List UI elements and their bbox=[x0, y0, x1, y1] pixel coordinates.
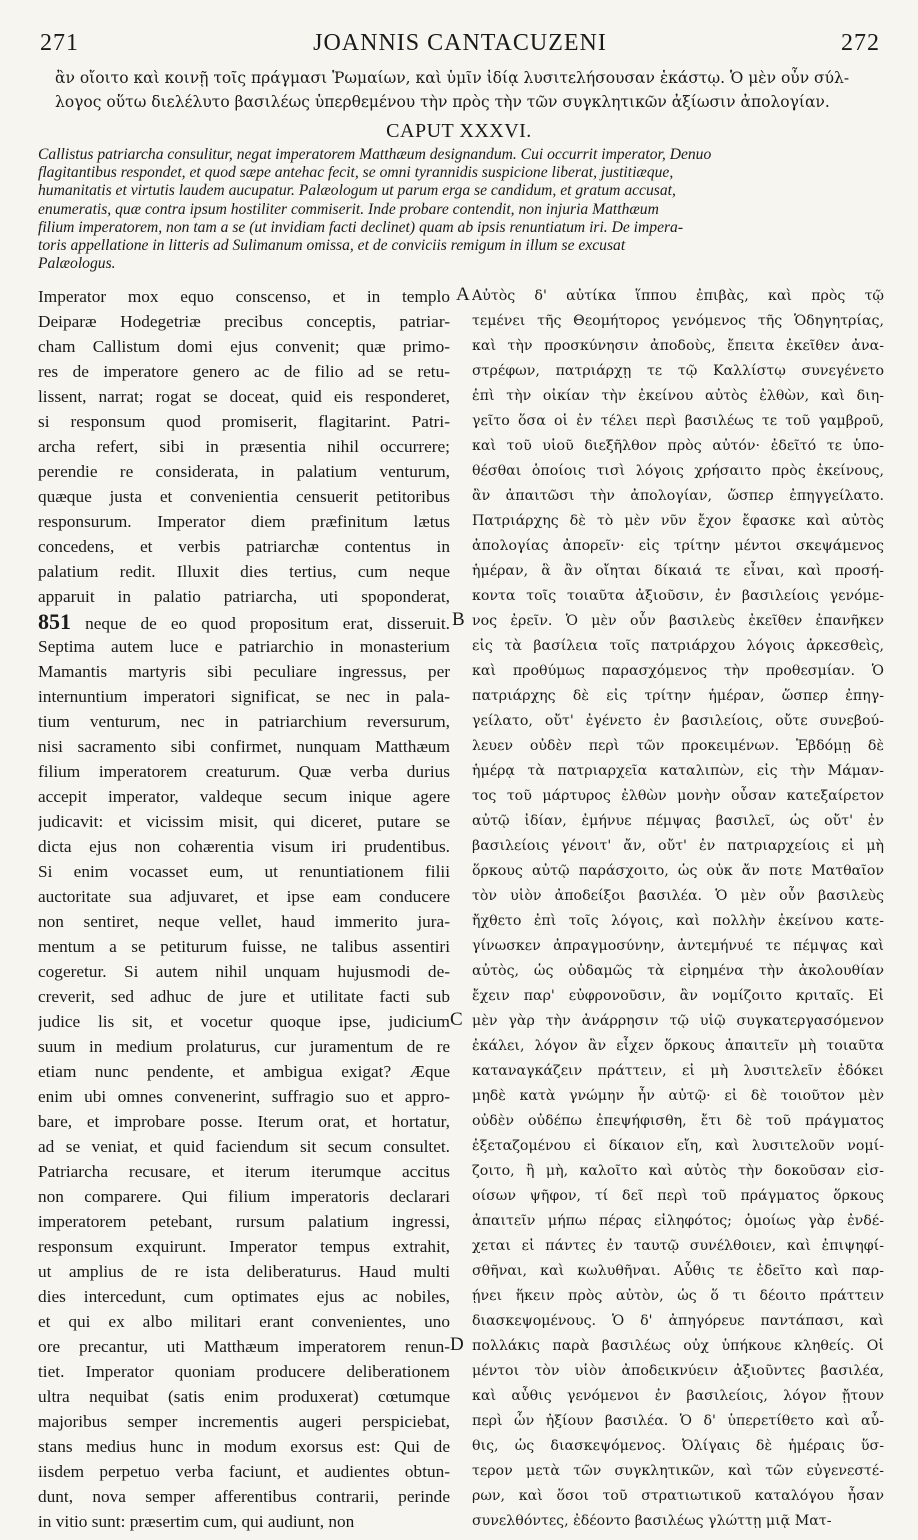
greek-line: ἀπαιτεῖν μήπω πέρας εἰληφότος; ὁμοίως γὰρ ἐνδέ- bbox=[472, 1213, 884, 1229]
latin-line: enim ubi omnes convenerint, suffragio suo et appro- bbox=[38, 1087, 450, 1106]
greek-line: εἰς τὰ βασίλεια τοῖς πατριάρχου λόγοις ἀρκεσθεὶς, bbox=[472, 638, 884, 654]
latin-line: nisi sacramento sibi confirmet, nunquam Matthæum bbox=[38, 737, 450, 756]
greek-line: ἐκάλει, λόγον ἂν εἶχεν ὅρκους ἀπαιτεῖν μὴ τοιαῦτα bbox=[472, 1038, 884, 1054]
latin-line: ad se veniat, et quid faciendum sit secum consultet. bbox=[38, 1137, 450, 1156]
greek-line: καὶ αὖθις γενόμενοι ἐν βασιλείοις, λόγον ᾔτουν bbox=[472, 1388, 884, 1404]
greek-line: ἤχθετο ἐπὶ τοῖς λόγοις, καὶ πολλὴν ἐκείνου κατε- bbox=[472, 913, 884, 929]
page-number-right: 272 bbox=[840, 30, 880, 56]
latin-line: si responsum quod promiserit, flagitarint. Patri- bbox=[38, 412, 450, 431]
latin-line: suum in medium prolaturus, cur juramentum de re bbox=[38, 1037, 450, 1056]
latin-line: res de imperatore genero ac de filio ad se retu- bbox=[38, 362, 450, 381]
greek-line: ἀπολογίας ἀπορεῖν· εἰς τρίτην μέντοι σκεψάμενος bbox=[472, 538, 884, 554]
greek-line: τος τοῦ μάρτυρος ἐλθὼν μονὴν οὖσαν κατεξαίρετον bbox=[472, 788, 884, 804]
summary-line: enumeratis, quæ contra ipsum hostiliter commiserit. Inde probare contendit, non injuria Matthæum bbox=[38, 200, 659, 218]
latin-line: mentum a se petiturum fuisse, ne talibus assentiri bbox=[38, 937, 450, 956]
latin-line: Patriarcha recusare, et iterum iterumque accitus bbox=[38, 1162, 450, 1181]
latin-line: non sentiret, neque vellet, haud immerito jura- bbox=[38, 912, 450, 931]
greek-line: γείλατο, οὔτ' ἐγένετο ἐν βασιλείοις, οὔτε συνεβού- bbox=[472, 713, 884, 729]
greek-line: καὶ προθύμως παρασχόμενος τὴν προθεσμίαν. Ὁ bbox=[472, 663, 884, 679]
summary-line: Palæologus. bbox=[38, 255, 116, 273]
latin-line: ultra nequibat (satis enim produxerat) cœtumque bbox=[38, 1387, 450, 1406]
latin-line: majoribus semper incrementis augeri perspiciebat, bbox=[38, 1412, 450, 1431]
chapter-heading: CAPUT XXXVI. bbox=[386, 120, 532, 142]
greek-line: πολλάκις παρὰ βασιλέως οὐχ ὑπήκουε κληθείς. Οἱ bbox=[472, 1338, 884, 1354]
latin-line: dies intercedunt, cum optimates ejus ac nobiles, bbox=[38, 1287, 450, 1306]
greek-line: στρέφων, πατριάρχῃ τε τῷ Καλλίστῳ συνεγένετο bbox=[472, 363, 884, 379]
latin-line: dicta ejus non cohærentia visum iri prudentibus. bbox=[38, 837, 450, 856]
intro-line: ἂν οἴοιτο καὶ κοινῇ τοῖς πράγμασι Ῥωμαίων, καὶ ὑμῖν ἰδίᾳ λυσιτελήσουσαν ἑκάστῳ. Ὁ μὲν οὖν σύλ- bbox=[55, 69, 850, 87]
latin-line: accepit imperator, valdeque secum inique agere bbox=[38, 787, 450, 806]
chapter-summary bbox=[38, 146, 878, 273]
greek-line: ἐπὶ τὴν οἰκίαν τὴν ἐκείνου αὐτὸς ἐλθὼν, καὶ διη- bbox=[472, 388, 884, 404]
greek-line: ἔχειν παρ' εὐφρονοῦσιν, ἂν νομίζοιτο κριταῖς. Εἰ bbox=[472, 988, 884, 1004]
greek-line: μέντοι τὸν υἱὸν ἀποδεικνύειν ἀξιοῦντες βασιλέα, bbox=[472, 1363, 884, 1379]
greek-line: καὶ τὴν προσκύνησιν ἀποδοὺς, ἔπειτα ἐκεῖθεν ἀνα- bbox=[472, 338, 884, 354]
latin-line: ore precantur, uti Matthæum imperatorem renun- bbox=[38, 1337, 450, 1356]
greek-line: γίνωσκεν ἀπραγμοσύνην, ἀντεμήνυέ τε πέμψας καὶ bbox=[472, 938, 884, 954]
margin-marker-c: C bbox=[450, 1009, 463, 1030]
greek-line: συνελθόντες, ἐδέοντο βασιλέως γλώττῃ μιᾷ Ματ- bbox=[472, 1513, 832, 1529]
greek-line: ἡμέραν, ἃ ἂν οἴηται δίκαιά τε εἶναι, καὶ προσή- bbox=[472, 563, 884, 579]
greek-line: περὶ ὧν ἠξίουν βασιλέα. Ὁ δ' ὑπερετίθετο καὶ αὖ- bbox=[472, 1413, 884, 1429]
margin-marker-a: A bbox=[456, 284, 470, 305]
intro-line: λογος οὕτω διελέλυτο βασιλέως ὑπερθεμένου τὴν πρὸς τὴν τῶν συγκλητικῶν ἀξίωσιν ἀπολογίαν. bbox=[55, 93, 830, 111]
greek-line: τεμένει τῆς Θεομήτορος γενόμενος τῆς Ὁδηγητρίας, bbox=[472, 313, 884, 329]
page-header bbox=[40, 30, 880, 60]
greek-line: ζοιτο, ἢ μὴ, καλοῖτο καὶ αὐτὸς τὴν δοκοῦσαν εἰσ- bbox=[472, 1163, 884, 1179]
latin-line: Si enim vocasset eum, ut renuntiationem filii bbox=[38, 862, 450, 881]
latin-line: 851 neque de eo quod propositum erat, disseruit. bbox=[38, 609, 450, 634]
greek-line: Αὐτὸς δ' αὐτίκα ἵππου ἐπιβὰς, καὶ πρὸς τῷ bbox=[472, 288, 884, 304]
greek-line: γεῖτο ὅσα οἱ ἐν τέλει περὶ βασιλέως τε τοῦ γαμβροῦ, bbox=[472, 413, 884, 429]
latin-line: palatium redit. Illuxit dies tertius, cum neque bbox=[38, 562, 450, 581]
greek-line: Πατριάρχης δὲ τὸ μὲν νῦν ἔχον ἔφασκε καὶ αὐτὸς bbox=[472, 513, 884, 529]
greek-line: ἐξεταζομένου εἰ δίκαιον εἴη, καὶ λυσιτελοῦν νομί- bbox=[472, 1138, 884, 1154]
greek-line: βασιλείοις γένοιτ' ἄν, οὔτ' ἐν πατριαρχείοις εἰ μὴ bbox=[472, 838, 884, 854]
summary-line: Callistus patriarcha consulitur, negat imperatorem Matthæum designandum. Cui occurrit imperator, Denuo bbox=[38, 146, 712, 163]
latin-line: cogeretur. Si autem nihil unquam hujusmodi de- bbox=[38, 962, 450, 981]
latin-line: Deiparæ Hodegetriæ precibus conceptis, patriar- bbox=[38, 312, 450, 331]
greek-line: κοντα τοῖς τοιαῦτα ἀξιοῦσιν, ἐν βασιλείοις γενόμε- bbox=[472, 588, 884, 604]
greek-line: καταναγκάζειν πράττειν, εἰ μὴ λυσιτελεῖν ἐδόκει bbox=[472, 1063, 884, 1079]
latin-line: stans medius hunc in modum exorsus est: Qui de bbox=[38, 1437, 450, 1456]
latin-line: responsurum. Imperator diem præfinitum lætus bbox=[38, 512, 450, 531]
latin-line: concedens, et verbis patriarchæ contentus in bbox=[38, 537, 450, 556]
greek-line: νος ἐρεῖν. Ὁ μὲν οὖν βασιλεὺς ἐκεῖθεν ἐπανῆκεν bbox=[472, 613, 884, 629]
greek-line: θις, ὡς διασκεψόμενος. Ὀλίγαις δὲ ἡμέραις ὕσ- bbox=[472, 1438, 884, 1454]
greek-line: χεται εἰ πάντες ἐν ταυτῷ συνέλθοιεν, καὶ ἐπιψηφί- bbox=[472, 1238, 884, 1254]
summary-line: flagitantibus respondet, et quod sæpe antehac fecit, se omni tyrannidis suspicione liberat, justitiæque, bbox=[38, 164, 674, 182]
latin-line: responsum exquirunt. Imperator tempus extrahit, bbox=[38, 1237, 450, 1256]
greek-line: τερον μετὰ τῶν συγκλητικῶν, καὶ τῶν εὐγενεστέ- bbox=[472, 1463, 884, 1479]
latin-line: lissent, narrat; rogat se doceat, quid eis responderet, bbox=[38, 387, 450, 406]
latin-line: Imperator mox equo conscenso, et in templo bbox=[38, 287, 450, 306]
latin-line: iisdem perpetuo verba faciunt, et audientes obtun- bbox=[38, 1462, 450, 1481]
greek-line: τὸν υἱὸν ἀποδείξοι βασιλέα. Ὁ μὲν οὖν βασιλεὺς bbox=[472, 888, 884, 904]
greek-line: ἡμέρᾳ τὰ πατριαρχεῖα καταλιπὼν, εἰς τὴν Μάμαν- bbox=[472, 763, 884, 779]
latin-line: tiet. Imperator quoniam producere deliberationem bbox=[38, 1362, 450, 1381]
latin-line: apparuit in palatio patriarcha, uti spoponderat, bbox=[38, 587, 450, 606]
greek-line: ῄνει ἥκειν πρὸς αὐτὸν, ὡς ὅ τι δέοιτο πράττειν bbox=[472, 1288, 884, 1304]
latin-line: judicavit: et vicissim misit, qui diceret, putare se bbox=[38, 812, 450, 831]
greek-line: ρων, καὶ ὅσοι τοῦ στρατιωτικοῦ καταλόγου ἦσαν bbox=[472, 1488, 884, 1504]
greek-line: θέσθαι ὁποίοις τισὶ λόγοις χρήσαιτο πρὸς ἐκείνους, bbox=[472, 463, 884, 479]
greek-line: αὐτὸς, ὡς οὐδαμῶς τὰ εἰρημένα τὴν ἀκολουθίαν bbox=[472, 963, 884, 979]
latin-line: cham Callistum domi ejus convenit; quæ primo- bbox=[38, 337, 450, 356]
migne-column-number: 851 bbox=[38, 609, 71, 634]
latin-line: archa refert, sibi in præsentia nihil occurrere; bbox=[38, 437, 450, 456]
latin-line: in vitio sunt: præsertim cum, qui audiunt, non bbox=[38, 1512, 355, 1531]
latin-line: Mamantis martyris sibi peculiare ingressus, per bbox=[38, 662, 450, 681]
greek-line: μὲν γὰρ τὴν ἀνάρρησιν τῷ υἱῷ συγκατεργασόμενον bbox=[472, 1013, 884, 1029]
latin-line: creverit, sed adhuc de jure et utilitate facti sub bbox=[38, 987, 450, 1006]
greek-line: ἂν ἀπαιτῶσι τὴν ἀπολογίαν, ὥσπερ ἐπηγγείλατο. bbox=[472, 488, 884, 504]
greek-line: ὅρκους αὐτῷ παράσχοιτο, ὡς οὐκ ἄν ποτε Ματθαῖον bbox=[472, 863, 884, 879]
margin-marker-b: B bbox=[452, 609, 465, 630]
running-title: JOANNIS CANTACUZENI bbox=[313, 30, 607, 56]
latin-line: auctoritate sua adjuvaret, et ipse eam conducere bbox=[38, 887, 450, 906]
latin-line: internuntium imperatori significat, se nec in pala- bbox=[38, 687, 450, 706]
latin-line: imperatorem petebant, rursum palatium ingressi, bbox=[38, 1212, 450, 1231]
latin-line: tium venturum, nec in patriarchium reversurum, bbox=[38, 712, 450, 731]
latin-line: et qui ex albo militari erant convenientes, uno bbox=[38, 1312, 450, 1331]
latin-line: etiam nunc pendente, et ambigua exigat? Æque bbox=[38, 1062, 450, 1081]
greek-line: αὐτῷ ἰδίαν, ἐμήνυε πέμψας βασιλεῖ, ὡς οὔτ' ἐν bbox=[472, 813, 884, 829]
greek-line: πατριάρχης δὲ εἰς τρίτην ἡμέραν, ὥσπερ ἐπηγ- bbox=[472, 688, 884, 704]
latin-line: bare, et improbare posse. Iterum orat, et hortatur, bbox=[38, 1112, 450, 1131]
greek-line: λευεν οὐδὲν περὶ τῶν προκειμένων. Ἑβδόμῃ δὲ bbox=[472, 738, 884, 754]
greek-line: σθῆναι, καὶ κωλυθῆναι. Αὖθις τε ἐδεῖτο καὶ παρ- bbox=[472, 1263, 884, 1279]
latin-line: ut amplius de re ista deliberaturus. Haud multi bbox=[38, 1262, 450, 1281]
greek-line: οὐδὲν οὐδέπω ἐπεψήφισθη, ἔτι δὲ τοῦ πράγματος bbox=[472, 1113, 884, 1129]
greek-line: οίσων ψῆφον, τί δεῖ περὶ τοῦ πράγματος ὅρκους bbox=[472, 1188, 884, 1204]
page-number-left: 271 bbox=[40, 30, 79, 56]
latin-column bbox=[38, 284, 450, 1534]
latin-line: judice lis sit, et vocetur quoque ipse, judicium bbox=[38, 1012, 450, 1031]
greek-line: μηδὲ κατὰ γνώμην ἦν αὐτῷ· εἰ δὲ τοιοῦτον μὲν bbox=[472, 1088, 884, 1104]
greek-line: διασκεψομένους. Ὁ δ' ἀπηγόρευε παντάπασι, καὶ bbox=[472, 1313, 884, 1329]
latin-line: perendie re considerata, in palatium venturum, bbox=[38, 462, 450, 481]
latin-line: non comparere. Qui filium imperatoris declarari bbox=[38, 1187, 450, 1206]
greek-column bbox=[472, 284, 884, 1534]
intro-greek-paragraph bbox=[55, 66, 885, 114]
latin-line: quæque justa et convenientia censuerit petitoribus bbox=[38, 487, 450, 506]
summary-line: toris appellatione in litteris ad Sulimanum omissa, et de conviciis remigum in illum se excusat bbox=[38, 237, 626, 255]
latin-line: filium imperatorem creaturum. Quæ verba durius bbox=[38, 762, 450, 781]
summary-line: filium imperatorem, non tam a se (ut invidiam facti declinet) quam ab ipsis renuntiatum iri. De impera- bbox=[38, 218, 684, 236]
latin-line: dunt, nova semper afferentibus contrarii, perinde bbox=[38, 1487, 450, 1506]
greek-line: καὶ τοῦ υἱοῦ διεξῆλθον πρὸς αὐτόν· ἐδεῖτό τε ὑπο- bbox=[472, 438, 884, 454]
margin-marker-d: D bbox=[450, 1334, 464, 1355]
summary-line: humanitatis et virtutis laudem aucupatur. Palæologum ut parum erga se candidum, et gratum accusat, bbox=[38, 182, 676, 200]
latin-line: Septima autem luce e patriarchio in monasterium bbox=[38, 637, 450, 656]
